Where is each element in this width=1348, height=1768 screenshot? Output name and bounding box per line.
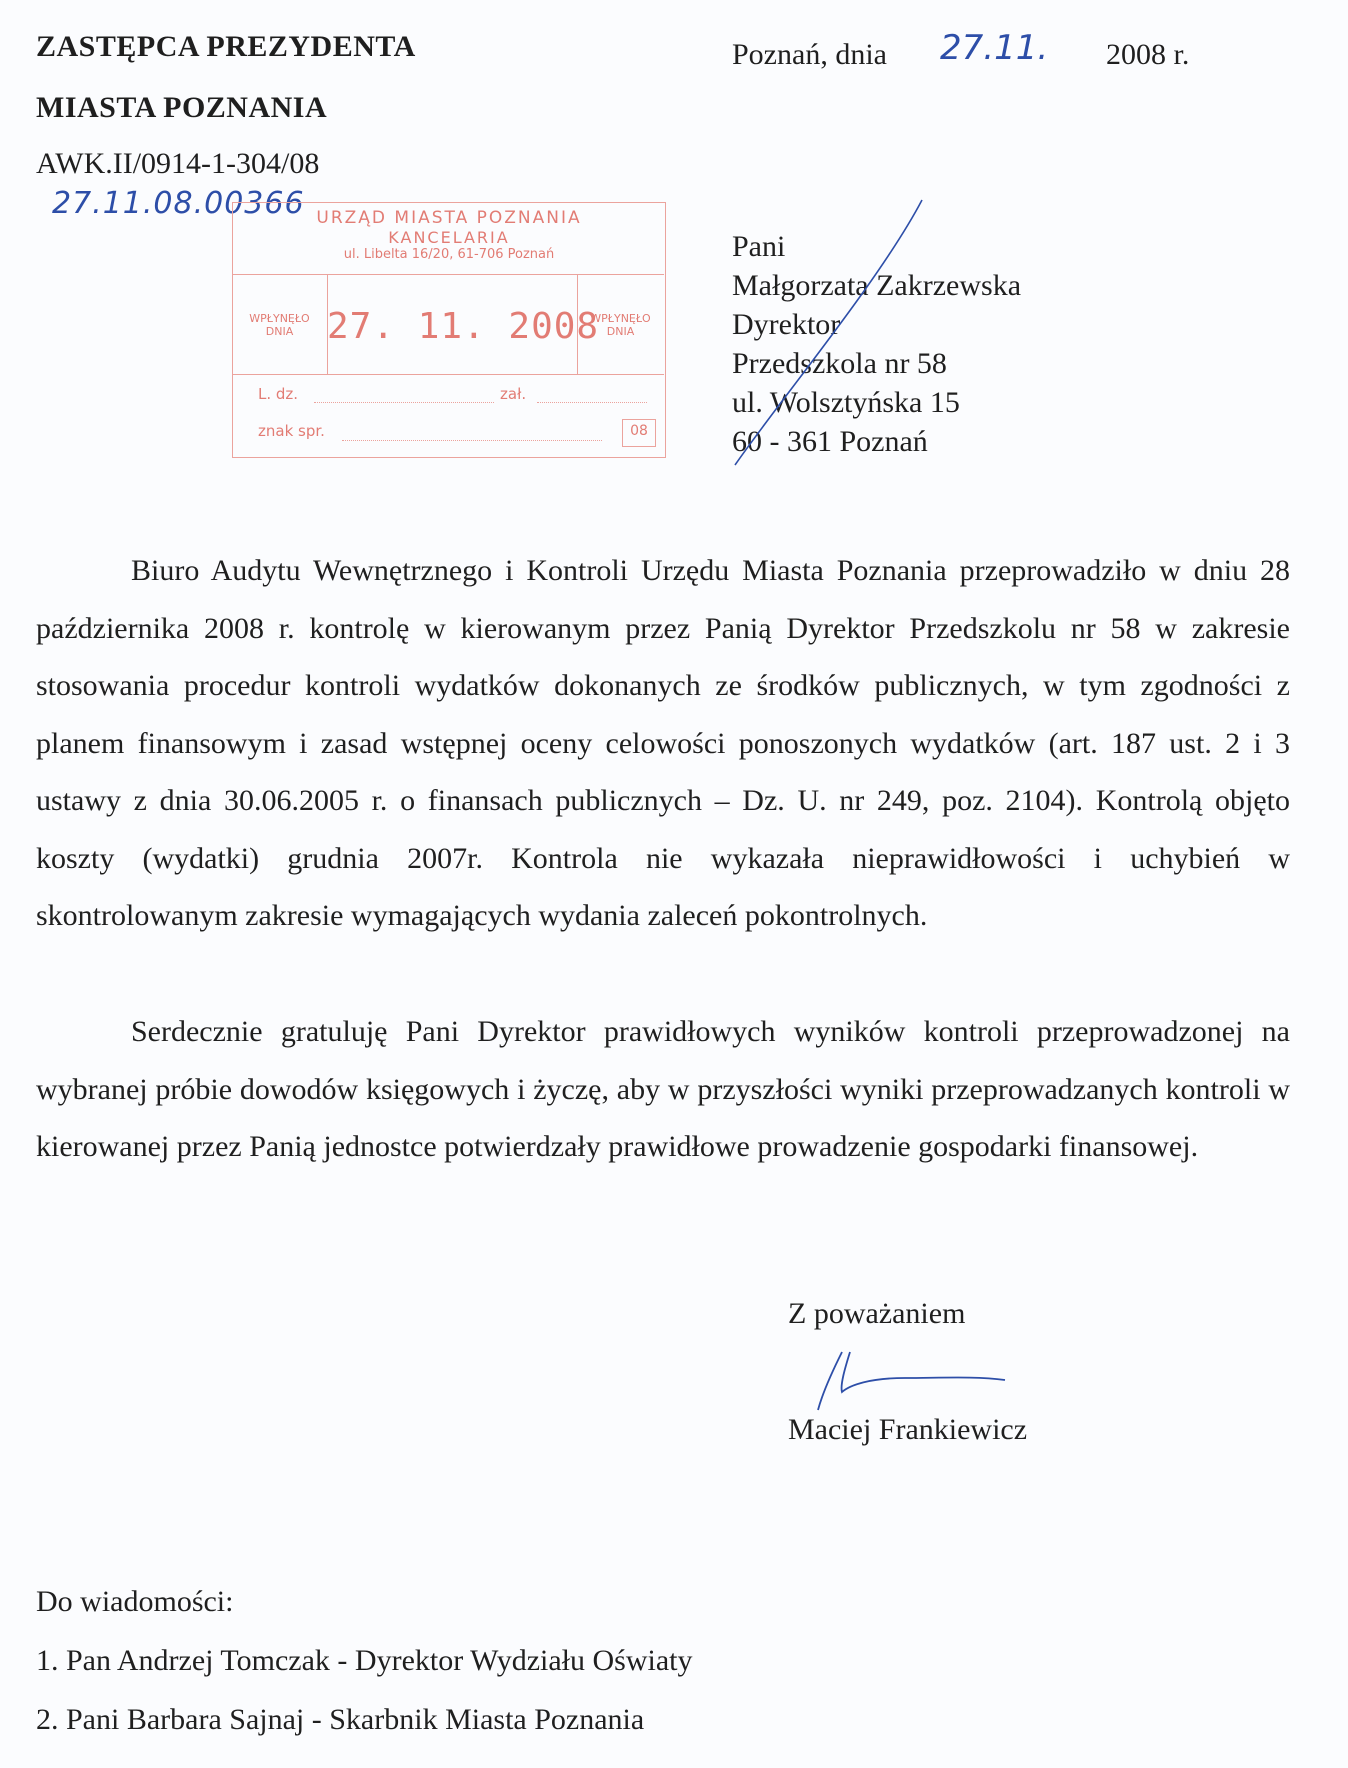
stamp-code: 08 (630, 423, 648, 439)
signatory-name: Maciej Frankiewicz (788, 1413, 1028, 1446)
stamp-ldz-label: L. dz. (258, 385, 299, 403)
handwritten-check-stroke (735, 200, 922, 465)
body-paragraph-2-text: Serdecznie gratuluję Pani Dyrektor prawidłowych wyników kontroli przeprowadzonej na wybranej próbie dowodów księgowych i życzę, aby w przyszłości wyniki przeprowadzanych kontroli w kierowanej przez Panią jednostce potwierdzały prawidłowe prowadzenie gospodarki finansowej. (36, 1015, 1290, 1163)
recipient-city: 60 - 361 Poznań (732, 425, 928, 458)
recipient-institution: Przedszkola nr 58 (732, 347, 947, 380)
sender-title: ZASTĘPCA PREZYDENTA (36, 30, 416, 63)
body-paragraph-2 (36, 1003, 1290, 1176)
date-year: 2008 r. (1106, 38, 1190, 71)
stamp-attachment-label: zał. (500, 385, 527, 403)
cc-heading: Do wiadomości: (36, 1585, 234, 1618)
recipient-name: Małgorzata Zakrzewska (732, 269, 1022, 302)
recipient-salutation: Pani (732, 230, 786, 263)
stamp-address: ul. Libelta 16/20, 61-706 Poznań (343, 247, 555, 262)
stamp-received-label: WPŁYNĘŁO DNIA (590, 312, 651, 338)
body-paragraph-1 (36, 542, 1290, 945)
reference-number: AWK.II/0914-1-304/08 (36, 147, 320, 180)
cc-item: 2. Pani Barbara Sajnaj - Skarbnik Miasta Poznania (36, 1703, 645, 1736)
place-date-label: Poznań, dnia (732, 38, 887, 71)
handwritten-registry-number: 27.11.08.00366 (52, 186, 305, 221)
stamp-date: 27. 11. 2008 (327, 306, 600, 347)
closing-salutation: Z poważaniem (788, 1297, 966, 1330)
stamp-department: KANCELARIA (388, 228, 510, 247)
stamp-case-label: znak spr. (258, 422, 325, 440)
recipient-position: Dyrektor (732, 308, 841, 341)
sender-city: MIASTA POZNANIA (36, 91, 328, 124)
signature-stroke (818, 1352, 1005, 1410)
handwritten-date: 27.11. (940, 28, 1049, 68)
stamp-office: URZĄD MIASTA POZNANIA (316, 208, 582, 228)
cc-item: 1. Pan Andrzej Tomczak - Dyrektor Wydziału Oświaty (36, 1644, 693, 1677)
recipient-street: ul. Wolsztyńska 15 (732, 386, 960, 419)
body-paragraph-1-text: Biuro Audytu Wewnętrznego i Kontroli Urzędu Miasta Poznania przeprowadziło w dniu 28 października 2008 r. kontrolę w kierowanym przez Panią Dyrektor Przedszkolu nr 58 w zakresie stosowania procedur kontroli wydatków dokonanych ze środków publicznych, w tym zgodności z planem finansowym i zasad wstępnej oceny celowości ponoszonych wydatków (art. 187 ust. 2 i 3 ustawy z dnia 30.06.2005 r. o finansach publicznych – Dz. U. nr 249, poz. 2104). Kontrolą objęto koszty (wydatki) grudnia 2007r. Kontrola nie wykazała nieprawidłowości i uchybień w skontrolowanym zakresie wymagających wydania zaleceń pokontrolnych. (36, 554, 1290, 932)
stamp-received-label: WPŁYNĘŁO DNIA (249, 312, 310, 338)
